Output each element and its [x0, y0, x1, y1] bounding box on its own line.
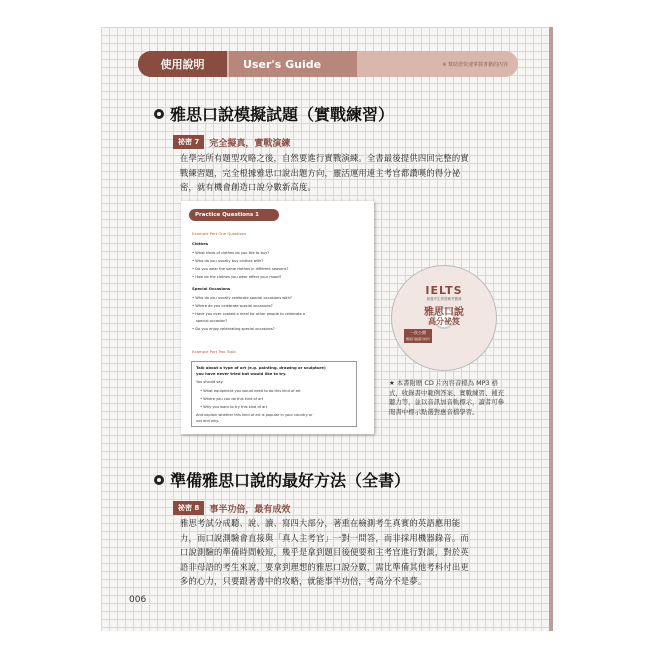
- section2-line: 口說測驗的準備時間較短，幾乎是拿到題目後便要和主考官進行對談，對於英: [180, 547, 469, 557]
- section2-tag: [173, 501, 290, 515]
- section2-bullet-icon: [154, 475, 164, 485]
- cd-title-line1: 雅思口說: [424, 307, 464, 318]
- clothes-item: • Who do you usually buy clothes with?: [192, 259, 264, 263]
- section1-tag: [173, 135, 290, 149]
- cd-brand: IELTS: [425, 284, 463, 297]
- header-mid-label: User's Guide: [229, 51, 357, 77]
- occasions-item: • Where do you celebrate special occasions?: [192, 304, 273, 308]
- section1-title: 雅思口說模擬試題（實戰練習）: [170, 105, 395, 124]
- section2-title: 準備雅思口說的最好方法（全書）: [170, 471, 411, 490]
- say-item: • What equipment you would need to do this kind of art: [200, 389, 301, 393]
- occasions-item: • Have you ever cooked a meal for other people to celebrate a: [192, 312, 306, 316]
- clothes-label: Clothes: [192, 241, 209, 246]
- cd-title-line2: 高分祕笈: [428, 317, 460, 326]
- section1-line: 密，就有機會創造口說分數新高度。: [180, 182, 316, 192]
- page-spine: [549, 27, 553, 631]
- say-label: You should say:: [196, 380, 224, 384]
- section2-tag-text: 事半功倍，最有成效: [209, 504, 291, 515]
- cd-note: ★ 本書附贈 CD 片內容音檔為 MP3 格式，收錄書中範例答案、實戰練習、補充聽力等，並以音訊加音軌標示，讀者可參閱書中標示點選對應音檔學習。: [389, 379, 505, 416]
- say-item: • Where you can do this kind of art: [200, 397, 264, 401]
- header-right-label: ※ 幫助您快速掌握書籍的內容: [442, 61, 508, 68]
- section2-line: 力，而口說測驗會直接與「真人主考官」一對一問答，而非採用機器錄音。而: [180, 532, 469, 543]
- explain-line: And explain whether this kind of art is popular in your country or: [196, 413, 313, 417]
- clothes-item: • What kinds of clothes do you like to buy?: [192, 251, 270, 255]
- cd-badge-sub: 雅思口說高分技巧: [405, 337, 430, 341]
- part-two-title: Example Part Two Topic: [192, 349, 237, 354]
- practice-document: [181, 201, 374, 434]
- say-item: • Why you want to try this kind of art: [200, 405, 268, 409]
- section2-tag-label: 祕密 8: [173, 501, 204, 515]
- page-number: 006: [129, 595, 147, 605]
- cd-disc-image: [391, 265, 497, 371]
- explain-line: not and why.: [196, 419, 219, 423]
- section2-paragraph: [180, 516, 532, 589]
- part-two-topic-box: [191, 361, 357, 427]
- section1-bullet-icon: [154, 109, 164, 119]
- section1-line: 在學完所有題型攻略之後，自然要進行實戰演練。全書最後提供四回完整的實: [180, 153, 469, 163]
- section1-paragraph: [180, 151, 520, 195]
- header-left-label: 使用說明: [138, 51, 227, 77]
- topic-line: you have never tried but would like to try.: [196, 371, 287, 376]
- section1-line: 戰練習題，完全根據雅思口說出題方向，靈活運用連主考官都讚嘆的得分祕: [180, 167, 461, 178]
- occasions-item: special occasion?: [196, 319, 228, 323]
- practice-heading: Practice Questions 1: [189, 209, 279, 221]
- occasions-item: • Do you enjoy celebrating special occasions?: [192, 327, 275, 331]
- section2-line: 語非母語的考生來說，要拿到理想的雅思口說分數，需比準備其他考科付出更: [180, 561, 469, 572]
- occasions-item: • Who do you usually celebrate special occasions with?: [192, 296, 292, 300]
- section1-tag-label: 祕密 7: [173, 135, 204, 149]
- clothes-item: • How do the clothes you wear affect your mood?: [192, 275, 282, 279]
- section1-tag-text: 完全擬真，實戰演練: [209, 138, 291, 149]
- cd-badge: [404, 329, 432, 343]
- cd-badge-text: 一次公開: [410, 330, 426, 335]
- occasions-label: Special Occasions: [192, 286, 231, 291]
- clothes-item: • Do you wear the same clothes in different seasons?: [192, 267, 289, 271]
- book-page: [101, 27, 553, 631]
- cd-small-line: 最強考生實證應考寶典: [426, 297, 462, 301]
- page-header: [138, 51, 518, 77]
- part-one-title: Example Part One Questions: [192, 231, 247, 236]
- topic-line: Talk about a type of art (e.g. painting, drawing or sculpture): [196, 365, 326, 370]
- section2-line: 多的心力，只要跟著書中的攻略，就能事半功倍，考高分不是夢。: [180, 576, 427, 586]
- section2-line: 雅思考試分成聽、說、讀、寫四大部分，著重在檢測考生真實的英語應用能: [180, 518, 461, 528]
